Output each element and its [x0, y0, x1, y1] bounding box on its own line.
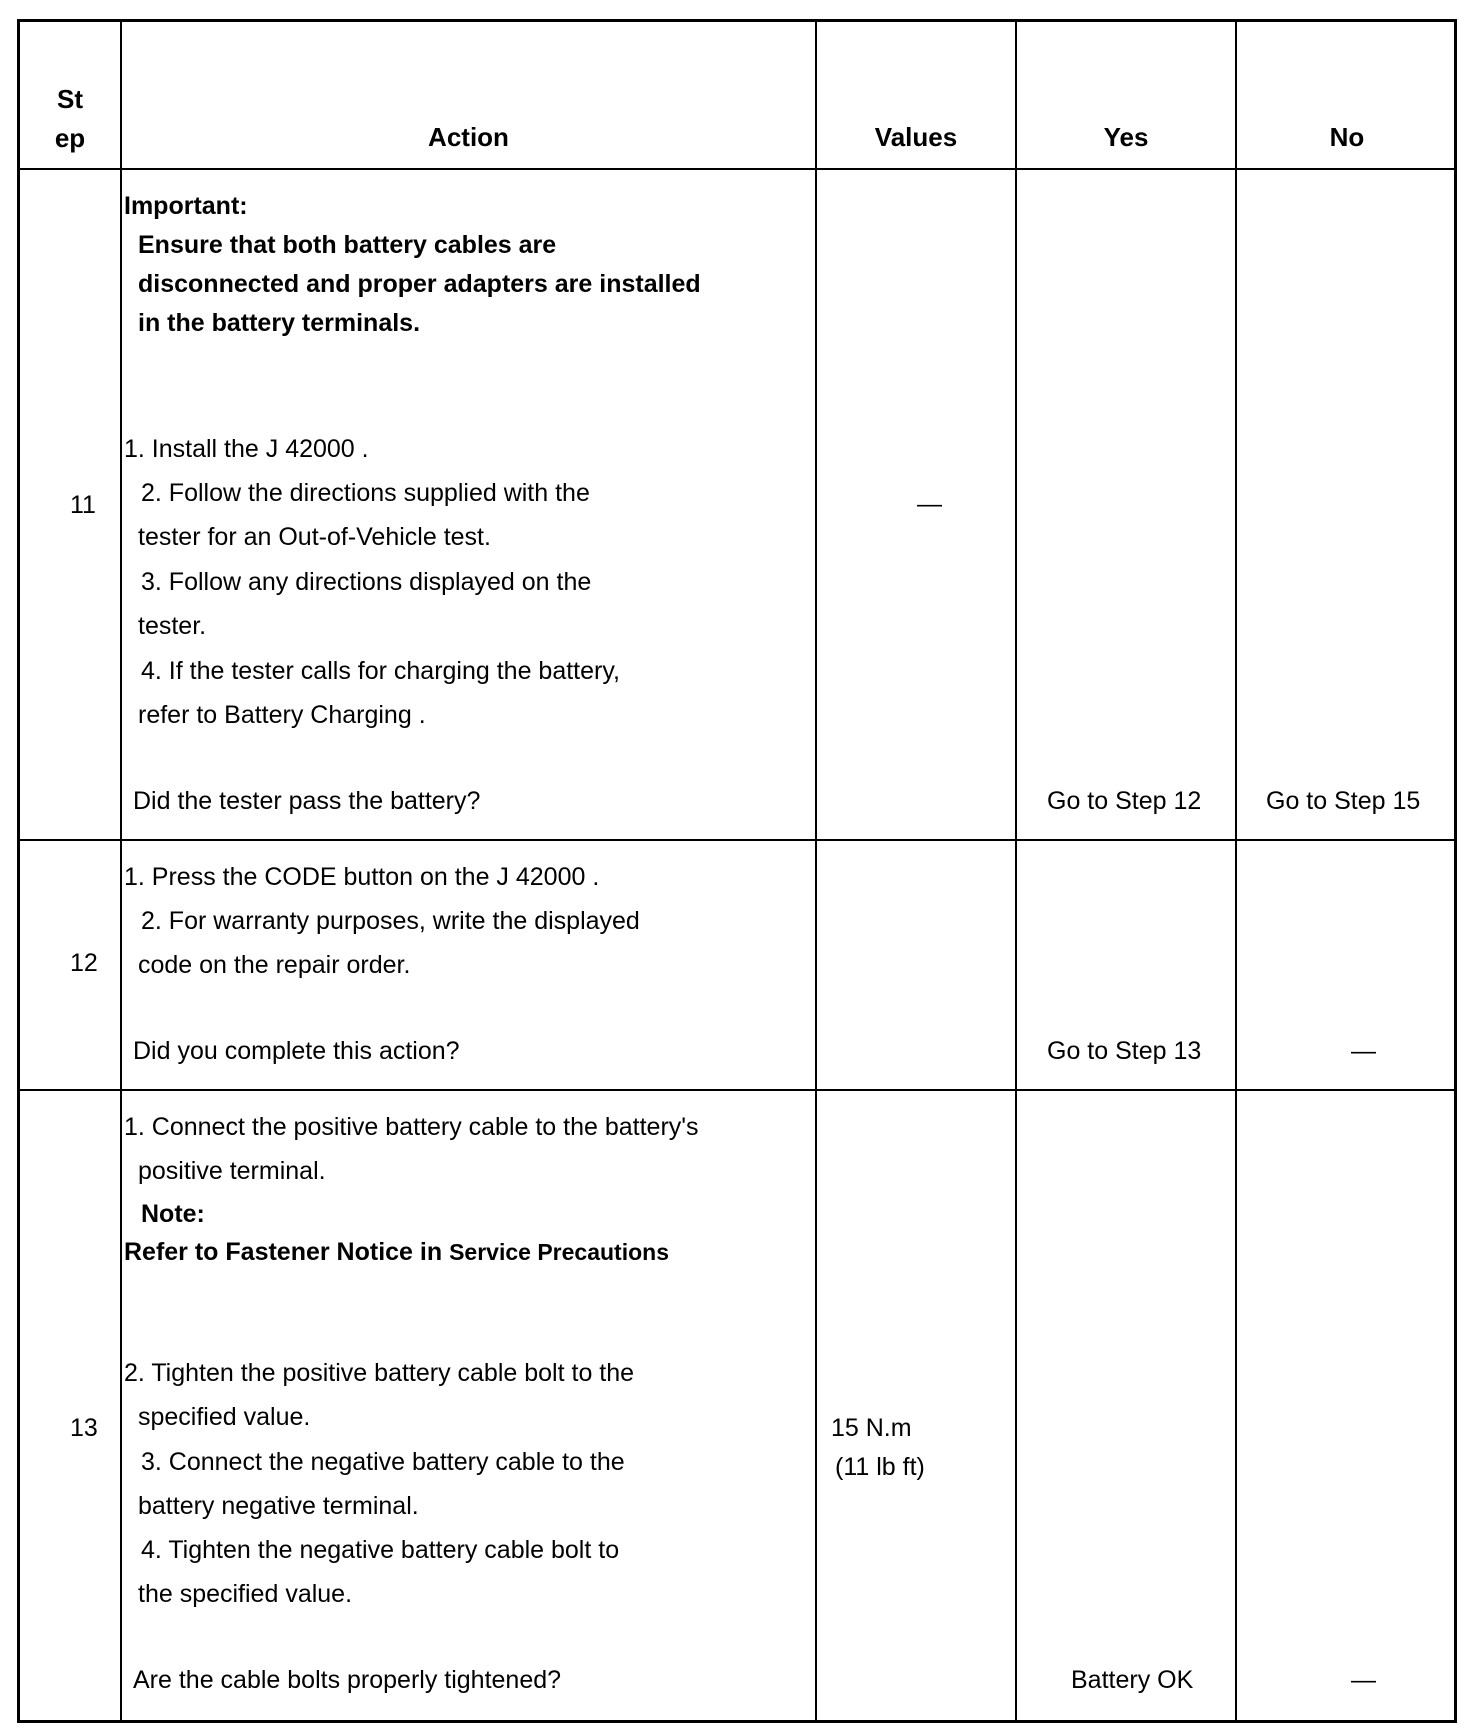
- action-step: 1. Press the CODE button on the J 42000 .: [124, 863, 600, 891]
- action-step: 2. For warranty purposes, write the displayed: [141, 907, 640, 935]
- action-step: 2. Follow the directions supplied with the: [141, 479, 590, 507]
- header-yes: Yes: [1103, 122, 1149, 152]
- header-step-line1: St: [57, 84, 83, 114]
- row-divider: [20, 1089, 1454, 1091]
- service-precautions-link: Service Precautions: [449, 1239, 669, 1265]
- column-divider: [1235, 22, 1237, 1720]
- action-step: specified value.: [138, 1403, 311, 1431]
- note-text: [124, 1237, 669, 1267]
- action-step: the specified value.: [138, 1580, 353, 1608]
- action-step: tester for an Out-of-Vehicle test.: [138, 523, 491, 551]
- no-outcome: —: [1351, 1666, 1376, 1694]
- column-divider: [815, 22, 817, 1720]
- no-outcome: —: [1351, 1037, 1376, 1065]
- important-label: Important:: [124, 192, 248, 220]
- header-no: No: [1329, 122, 1365, 152]
- header-action: Action: [428, 122, 509, 152]
- action-step: 3. Follow any directions displayed on the: [141, 568, 592, 596]
- action-step: 3. Connect the negative battery cable to the: [141, 1448, 625, 1476]
- action-step: 2. Tighten the positive battery cable bolt to the: [124, 1359, 635, 1387]
- step-number: 11: [70, 491, 96, 519]
- action-step: refer to Battery Charging .: [138, 701, 426, 729]
- step-number: 12: [70, 949, 98, 977]
- step-number: 13: [70, 1414, 98, 1442]
- question: Did the tester pass the battery?: [133, 787, 481, 815]
- question: Did you complete this action?: [133, 1037, 460, 1065]
- action-step: code on the repair order.: [138, 951, 411, 979]
- value: —: [917, 490, 942, 518]
- yes-outcome: Go to Step 13: [1047, 1037, 1202, 1065]
- action-step: 1. Install the J 42000 .: [124, 435, 369, 463]
- column-divider: [1015, 22, 1017, 1720]
- action-step: tester.: [138, 612, 207, 640]
- important-text: disconnected and proper adapters are installed: [138, 270, 701, 298]
- row-divider: [20, 839, 1454, 841]
- yes-outcome: Battery OK: [1071, 1666, 1194, 1694]
- question: Are the cable bolts properly tightened?: [133, 1666, 562, 1694]
- action-step: 1. Connect the positive battery cable to the battery's: [124, 1113, 699, 1141]
- important-text: Ensure that both battery cables are: [138, 231, 557, 259]
- important-text: in the battery terminals.: [138, 309, 421, 337]
- row-divider: [20, 168, 1454, 170]
- header-values: Values: [874, 122, 958, 152]
- yes-outcome: Go to Step 12: [1047, 787, 1202, 815]
- torque-value: 15 N.m: [831, 1414, 912, 1442]
- column-divider: [120, 22, 122, 1720]
- note-text-body: Refer to Fastener Notice in: [124, 1238, 443, 1266]
- header-step-line2: ep: [54, 123, 86, 153]
- note-label: Note:: [141, 1200, 205, 1228]
- torque-value-imperial: (11 lb ft): [835, 1453, 925, 1481]
- no-outcome: Go to Step 15: [1266, 787, 1421, 815]
- action-step: 4. Tighten the negative battery cable bolt to: [141, 1536, 620, 1564]
- action-step: battery negative terminal.: [138, 1492, 419, 1520]
- action-step: 4. If the tester calls for charging the battery,: [141, 657, 620, 685]
- action-step: positive terminal.: [138, 1157, 326, 1185]
- diagnostic-table: [17, 19, 1457, 1723]
